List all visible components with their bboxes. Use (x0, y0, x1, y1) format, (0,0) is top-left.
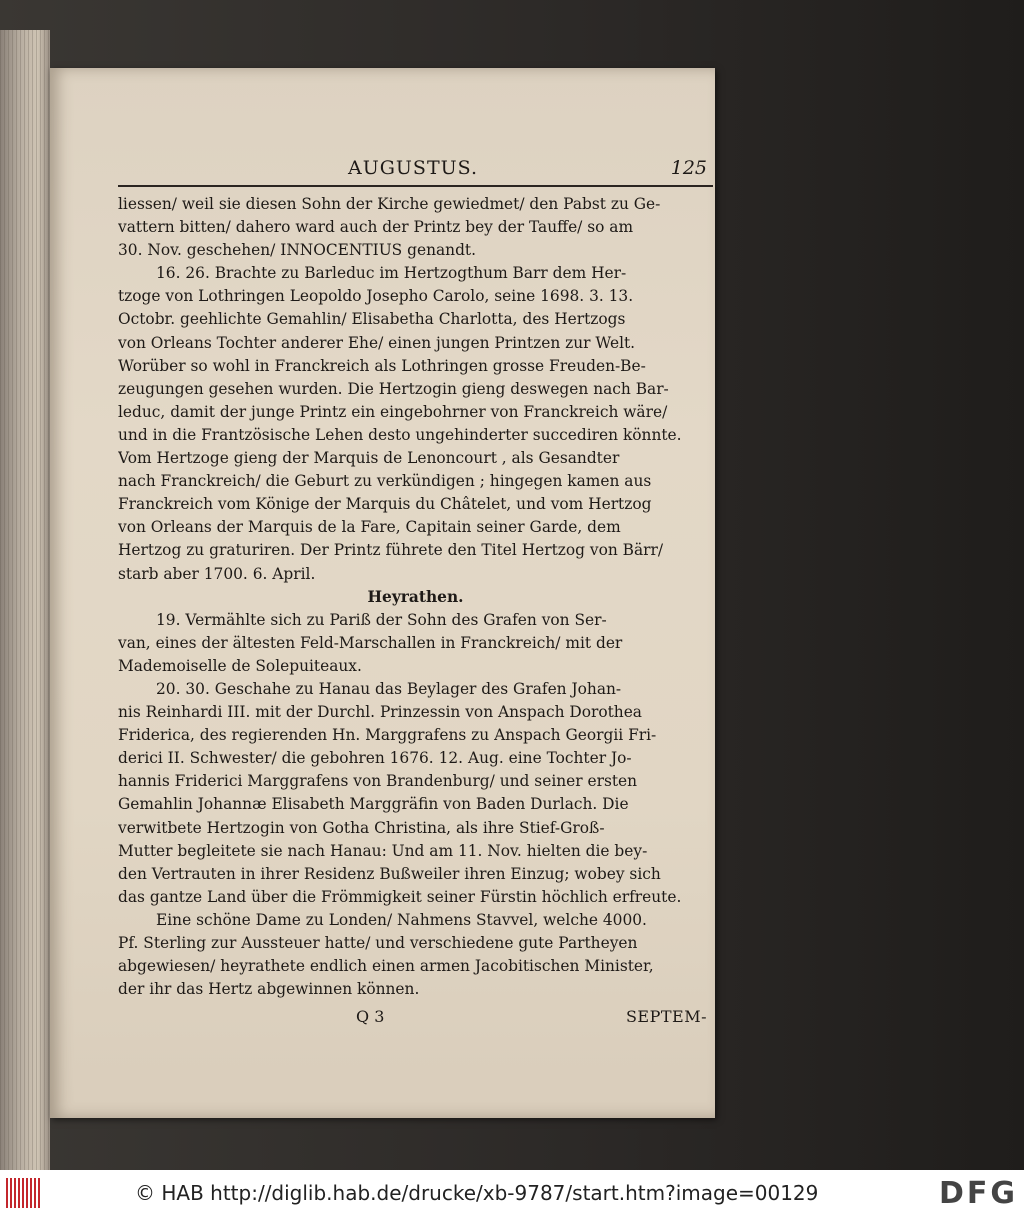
text-line: Mutter begleitete sie nach Hanau: Und am 11. Nov. hielten die bey- (118, 841, 648, 860)
text-line: Friderica, des regierenden Hn. Marggrafens zu Anspach Georgii Fri- (118, 726, 657, 745)
text-line: das gantze Land über die Frömmigkeit seiner Fürstin höchlich erfreute. (118, 887, 682, 906)
dfg-logo: DFG (938, 1176, 1018, 1211)
text-line: Franckreich vom Könige der Marquis du Châtelet, und vom Hertzog (118, 495, 652, 514)
text-block (118, 193, 713, 1001)
text-line: vattern bitten/ dahero ward auch der Printz bey der Tauffe/ so am (118, 218, 634, 237)
page-foot (118, 1005, 713, 1031)
text-line: derici II. Schwester/ die gebohren 1676. 12. Aug. eine Tochter Jo- (118, 749, 632, 768)
running-title: AUGUSTUS. (348, 157, 479, 179)
text-line: liessen/ weil sie diesen Sohn der Kirche gewiedmet/ den Pabst zu Ge- (118, 195, 661, 213)
text-line: 20. 30. Geschahe zu Hanau das Beylager des Grafen Johan- (156, 679, 622, 698)
text-line: von Orleans der Marquis de la Fare, Capitain seiner Garde, dem (118, 518, 621, 537)
text-line: nach Franckreich/ die Geburt zu verkündigen ; hingegen kamen aus (118, 472, 652, 491)
page-number: 125 (670, 157, 707, 179)
text-line: 19. Vermählte sich zu Pariß der Sohn des Grafen von Ser- (156, 610, 607, 629)
page-content (118, 155, 713, 1031)
text-line: Mademoiselle de Solepuiteaux. (118, 656, 362, 675)
text-line: verwitbete Hertzogin von Gotha Christina, als ihre Stief-Groß- (118, 818, 605, 837)
facing-page-edge (0, 30, 50, 1170)
text-line: und in die Frantzösische Lehen desto ungehinderter succediren könnte. (118, 425, 682, 444)
text-line: Vom Hertzoge gieng der Marquis de Lenoncourt , als Gesandter (118, 449, 620, 468)
text-line: zeugungen gesehen wurden. Die Hertzogin gieng deswegen nach Bar- (118, 379, 669, 398)
catchword: SEPTEM- (625, 1007, 707, 1027)
text-line: Pf. Sterling zur Aussteuer hatte/ und verschiedene gute Partheyen (118, 934, 638, 952)
text-line: hannis Friderici Marggrafens von Brandenburg/ und seiner ersten (118, 772, 638, 791)
text-line: der ihr das Hertz abgewinnen können. (118, 980, 420, 999)
hab-logo-icon (6, 1178, 46, 1208)
text-line: nis Reinhardi III. mit der Durchl. Prinzessin von Anspach Dorothea (118, 703, 642, 722)
text-line: 30. Nov. geschehen/ INNOCENTIUS genandt. (118, 241, 477, 260)
text-line: den Vertrauten in ihrer Residenz Bußweiler ihren Einzug; wobey sich (118, 864, 661, 883)
text-line: 16. 26. Brachte zu Barleduc im Hertzogthum Barr dem Her- (156, 264, 627, 283)
text-line: von Orleans Tochter anderer Ehe/ einen jungen Printzen zur Welt. (118, 333, 636, 352)
text-line: starb aber 1700. 6. April. (118, 564, 316, 583)
text-line: abgewiesen/ heyrathete endlich einen armen Jacobitischen Minister, (118, 957, 654, 976)
text-line: leduc, damit der junge Printz ein eingebohrner von Franckreich wäre/ (118, 402, 668, 421)
running-head (118, 155, 713, 187)
copyright-url[interactable]: © HAB http://diglib.hab.de/drucke/xb-9787/start.htm?image=00129 (135, 1181, 819, 1205)
text-line: Gemahlin Johannæ Elisabeth Marggräfin von Baden Durlach. Die (118, 795, 629, 814)
text-line: Hertzog zu graturiren. Der Printz führete den Titel Hertzog von Bärr/ (118, 541, 664, 560)
section-heading: Heyrathen. (367, 587, 464, 606)
signature-mark: Q 3 (356, 1007, 385, 1027)
text-line: Worüber so wohl in Franckreich als Lothringen grosse Freuden-Be- (118, 356, 646, 375)
text-line: Octobr. geehlichte Gemahlin/ Elisabetha Charlotta, des Hertzogs (118, 310, 626, 329)
text-line: van, eines der ältesten Feld-Marschallen in Franckreich/ mit der (118, 633, 623, 652)
footer-bar (0, 1170, 1024, 1217)
text-line: tzoge von Lothringen Leopoldo Josepho Carolo, seine 1698. 3. 13. (118, 287, 634, 306)
text-line: Eine schöne Dame zu Londen/ Nahmens Stavvel, welche 4000. (156, 910, 647, 929)
